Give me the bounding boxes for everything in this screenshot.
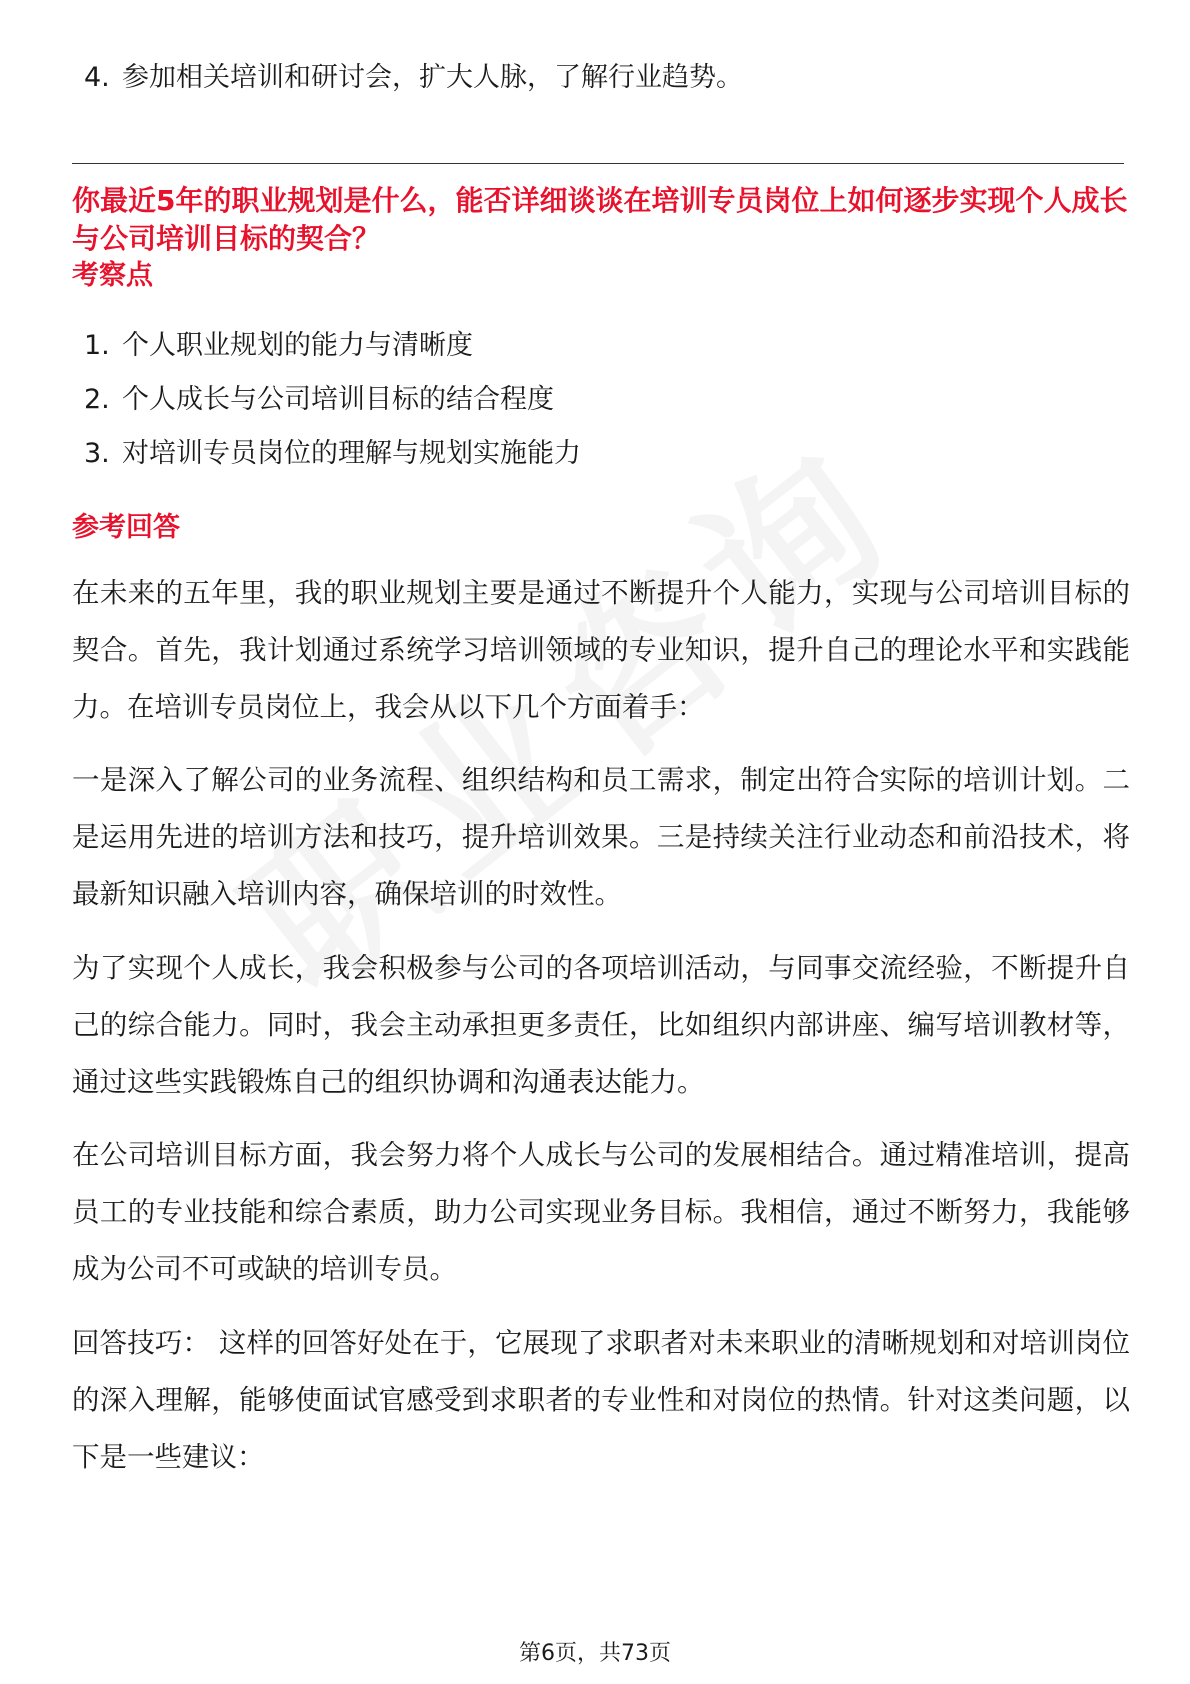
list-item [84,382,554,418]
answer-paragraph: 在未来的五年里，我的职业规划主要是通过不断提升个人能力，实现与公司培训目标的契合。首先，我计划通过系统学习培训领域的专业知识，提升自己的理论水平和实践能力。在培训专员岗位上，我会从以下几个方面着手： [72,577,1130,723]
reference-answer-heading: 参考回答 [72,512,180,543]
list-item-number: 2. [84,384,110,415]
list-item-text: 对培训专员岗位的理解与规划实施能力 [122,438,581,469]
page-number-footer: 第6页，共73页 [519,1641,671,1666]
section-divider [72,163,1124,164]
list-item [84,436,581,472]
list-item-number: 1. [84,330,110,361]
answer-paragraph: 在公司培训目标方面，我会努力将个人成长与公司的发展相结合。通过精准培训，提高员工的专业技能和综合素质，助力公司实现业务目标。我相信，通过不断努力，我能够成为公司不可或缺的培训专员。 [72,1139,1130,1285]
answer-paragraph: 为了实现个人成长，我会积极参与公司的各项培训活动，与同事交流经验，不断提升自己的综合能力。同时，我会主动承担更多责任，比如组织内部讲座、编写培训教材等，通过这些实践锻炼自己的组织协调和沟通表达能力。 [72,952,1130,1098]
list-item [84,328,473,364]
list-item-number: 3. [84,438,110,469]
answer-tips-paragraph: 回答技巧： 这样的回答好处在于，它展现了求职者对未来职业的清晰规划和对培训岗位的深入理解，能够使面试官感受到求职者的专业性和对岗位的热情。针对这类问题，以下是一些建议： [72,1327,1130,1473]
answer-paragraph: 一是深入了解公司的业务流程、组织结构和员工需求，制定出符合实际的培训计划。二是运用先进的培训方法和技巧，提升培训效果。三是持续关注行业动态和前沿技术，将最新知识融入培训内容，确保培训的时效性。 [72,764,1130,910]
exam-points-heading: 考察点 [72,260,153,291]
list-item-text: 个人成长与公司培训目标的结合程度 [122,384,554,415]
list-item [84,60,743,96]
question-title: 你最近5年的职业规划是什么，能否详细谈谈在培训专员岗位上如何逐步实现个人成长与公司培训目标的契合？ [72,184,1128,255]
list-item-text: 参加相关培训和研讨会，扩大人脉，了解行业趋势。 [122,62,743,93]
list-item-number: 4. [84,62,110,93]
list-item-text: 个人职业规划的能力与清晰度 [122,330,473,361]
